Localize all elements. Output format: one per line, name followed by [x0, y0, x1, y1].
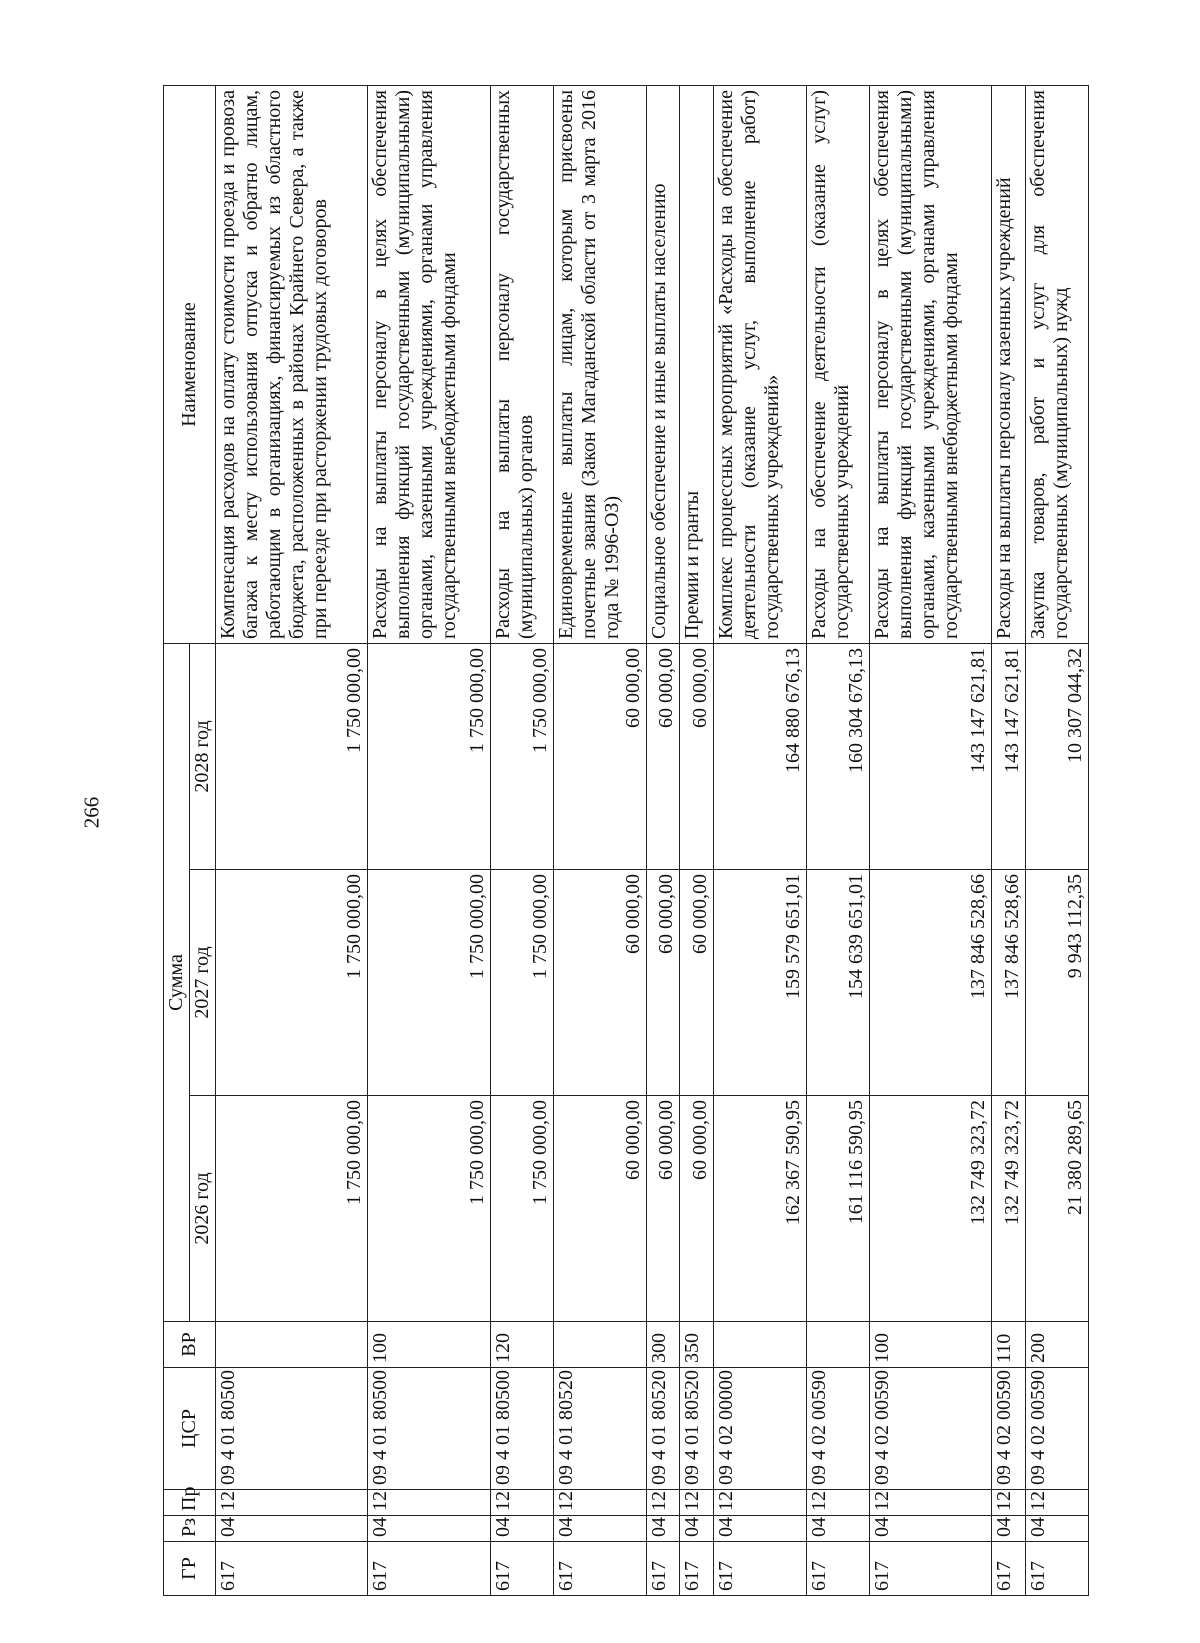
header-sum: Сумма — [164, 643, 190, 1321]
cell-y2027: 1 750 000,00 — [368, 870, 491, 1096]
cell-gr: 617 — [490, 1542, 553, 1596]
cell-name: Расходы на выплаты персоналу казенных учреждений — [992, 85, 1026, 643]
cell-name: Компенсация расходов на оплату стоимости проезда и провоза багажа к месту использования отпуска и обратно лицам, работающим в организациях, финансируемых из областного бюджета, расположенных в районах Крайнего Севера, а также при переезде при расторжении трудовых договоров — [216, 85, 368, 643]
cell-rz: 04 — [646, 1516, 680, 1542]
cell-pr: 12 — [869, 1490, 992, 1516]
table-row — [553, 85, 646, 1595]
cell-pr: 12 — [806, 1490, 869, 1516]
cell-y2026: 21 380 289,65 — [1025, 1096, 1088, 1322]
cell-pr: 12 — [680, 1490, 714, 1516]
cell-pr: 12 — [992, 1490, 1026, 1516]
table-row — [490, 85, 553, 1595]
cell-name: Расходы на обеспечение деятельности (оказание услуг) государственных учреждений — [806, 85, 869, 643]
cell-csr: 09 4 02 00590 — [1025, 1368, 1088, 1490]
cell-y2028: 143 147 621,81 — [869, 643, 992, 869]
cell-csr: 09 4 02 00590 — [992, 1368, 1026, 1490]
cell-name: Премии и гранты — [680, 85, 714, 643]
cell-gr: 617 — [216, 1542, 368, 1596]
header-rz: Рз — [164, 1516, 216, 1542]
table-row — [869, 85, 992, 1595]
cell-vr — [806, 1322, 869, 1368]
cell-csr: 09 4 01 80520 — [553, 1368, 646, 1490]
cell-y2026: 1 750 000,00 — [368, 1096, 491, 1322]
table-row — [1025, 85, 1088, 1595]
cell-rz: 04 — [869, 1516, 992, 1542]
cell-y2028: 60 000,00 — [553, 643, 646, 869]
table-row — [368, 85, 491, 1595]
cell-gr: 617 — [646, 1542, 680, 1596]
cell-rz: 04 — [368, 1516, 491, 1542]
cell-y2027: 137 846 528,66 — [869, 870, 992, 1096]
cell-pr: 12 — [368, 1490, 491, 1516]
cell-y2027: 9 943 112,35 — [1025, 870, 1088, 1096]
cell-y2028: 164 880 676,13 — [713, 643, 806, 869]
cell-y2028: 60 000,00 — [680, 643, 714, 869]
cell-pr: 12 — [490, 1490, 553, 1516]
cell-vr: 350 — [680, 1322, 714, 1368]
cell-gr: 617 — [368, 1542, 491, 1596]
cell-gr: 617 — [1025, 1542, 1088, 1596]
cell-pr: 12 — [646, 1490, 680, 1516]
cell-gr: 617 — [713, 1542, 806, 1596]
cell-pr: 12 — [1025, 1490, 1088, 1516]
cell-name: Расходы на выплаты персоналу в целях обеспечения выполнения функций государственными (муниципальными) органами, казенными учреждениями, органами управления государственными внебюджетными фондами — [869, 85, 992, 643]
cell-vr: 300 — [646, 1322, 680, 1368]
cell-y2027: 60 000,00 — [646, 870, 680, 1096]
cell-y2028: 1 750 000,00 — [490, 643, 553, 869]
rotated-table-wrapper — [163, 86, 1089, 1596]
header-2028: 2028 год — [190, 643, 216, 869]
cell-y2026: 132 749 323,72 — [992, 1096, 1026, 1322]
cell-vr: 200 — [1025, 1322, 1088, 1368]
header-row-top — [164, 85, 190, 1595]
header-2026: 2026 год — [190, 1096, 216, 1322]
cell-gr: 617 — [806, 1542, 869, 1596]
cell-pr: 12 — [216, 1490, 368, 1516]
cell-rz: 04 — [992, 1516, 1026, 1542]
cell-rz: 04 — [553, 1516, 646, 1542]
cell-gr: 617 — [680, 1542, 714, 1596]
cell-vr — [216, 1322, 368, 1368]
cell-y2027: 1 750 000,00 — [490, 870, 553, 1096]
cell-y2027: 154 639 651,01 — [806, 870, 869, 1096]
cell-y2027: 159 579 651,01 — [713, 870, 806, 1096]
table-row — [680, 85, 714, 1595]
cell-y2026: 60 000,00 — [646, 1096, 680, 1322]
table-row — [713, 85, 806, 1595]
cell-y2026: 161 116 590,95 — [806, 1096, 869, 1322]
cell-vr: 110 — [992, 1322, 1026, 1368]
cell-y2026: 162 367 590,95 — [713, 1096, 806, 1322]
table-row — [806, 85, 869, 1595]
header-pr: Пр — [164, 1490, 216, 1516]
cell-name: Расходы на выплаты персоналу в целях обеспечения выполнения функций государственными (муниципальными) органами, казенными учреждениями, органами управления государственными внебюджетными фондами — [368, 85, 491, 643]
cell-y2026: 132 749 323,72 — [869, 1096, 992, 1322]
table-row — [992, 85, 1026, 1595]
cell-csr: 09 4 01 80500 — [490, 1368, 553, 1490]
cell-y2026: 1 750 000,00 — [216, 1096, 368, 1322]
header-gr: ГР — [164, 1542, 216, 1596]
cell-y2026: 60 000,00 — [680, 1096, 714, 1322]
cell-csr: 09 4 02 00000 — [713, 1368, 806, 1490]
cell-csr: 09 4 01 80500 — [368, 1368, 491, 1490]
cell-vr — [713, 1322, 806, 1368]
cell-name: Единовременные выплаты лицам, которым присвоены почетные звания (Закон Магаданской области от 3 марта 2016 года № 1996-ОЗ) — [553, 85, 646, 643]
cell-vr: 100 — [368, 1322, 491, 1368]
cell-gr: 617 — [992, 1542, 1026, 1596]
cell-y2027: 1 750 000,00 — [216, 870, 368, 1096]
cell-name: Расходы на выплаты персоналу государственных (муниципальных) органов — [490, 85, 553, 643]
cell-csr: 09 4 02 00590 — [806, 1368, 869, 1490]
cell-pr: 12 — [553, 1490, 646, 1516]
cell-gr: 617 — [869, 1542, 992, 1596]
cell-y2026: 60 000,00 — [553, 1096, 646, 1322]
table-row — [646, 85, 680, 1595]
cell-y2026: 1 750 000,00 — [490, 1096, 553, 1322]
cell-gr: 617 — [553, 1542, 646, 1596]
cell-pr: 12 — [713, 1490, 806, 1516]
table-row — [216, 85, 368, 1595]
cell-y2028: 160 304 676,13 — [806, 643, 869, 869]
cell-y2028: 143 147 621,81 — [992, 643, 1026, 869]
cell-vr: 120 — [490, 1322, 553, 1368]
cell-rz: 04 — [1025, 1516, 1088, 1542]
header-vr: ВР — [164, 1322, 216, 1368]
budget-table — [163, 85, 1089, 1596]
cell-rz: 04 — [216, 1516, 368, 1542]
cell-rz: 04 — [806, 1516, 869, 1542]
cell-name: Закупка товаров, работ и услуг для обеспечения государственных (муниципальных) нужд — [1025, 85, 1088, 643]
cell-csr: 09 4 02 00590 — [869, 1368, 992, 1490]
cell-csr: 09 4 01 80520 — [646, 1368, 680, 1490]
cell-name: Социальное обеспечение и иные выплаты населению — [646, 85, 680, 643]
cell-y2027: 137 846 528,66 — [992, 870, 1026, 1096]
cell-rz: 04 — [490, 1516, 553, 1542]
cell-csr: 09 4 01 80520 — [680, 1368, 714, 1490]
cell-vr: 100 — [869, 1322, 992, 1368]
cell-csr: 09 4 01 80500 — [216, 1368, 368, 1490]
cell-rz: 04 — [680, 1516, 714, 1542]
cell-y2027: 60 000,00 — [553, 870, 646, 1096]
page-number: 266 — [79, 796, 104, 829]
cell-y2028: 1 750 000,00 — [216, 643, 368, 869]
cell-rz: 04 — [713, 1516, 806, 1542]
cell-y2028: 10 307 044,32 — [1025, 643, 1088, 869]
cell-name: Комплекс процессных мероприятий «Расходы на обеспечение деятельности (оказание услуг, выполнение работ) государственных учреждений» — [713, 85, 806, 643]
header-csr: ЦСР — [164, 1368, 216, 1490]
cell-y2027: 60 000,00 — [680, 870, 714, 1096]
cell-y2028: 1 750 000,00 — [368, 643, 491, 869]
cell-y2028: 60 000,00 — [646, 643, 680, 869]
header-name: Наименование — [164, 85, 216, 643]
cell-vr — [553, 1322, 646, 1368]
header-2027: 2027 год — [190, 870, 216, 1096]
